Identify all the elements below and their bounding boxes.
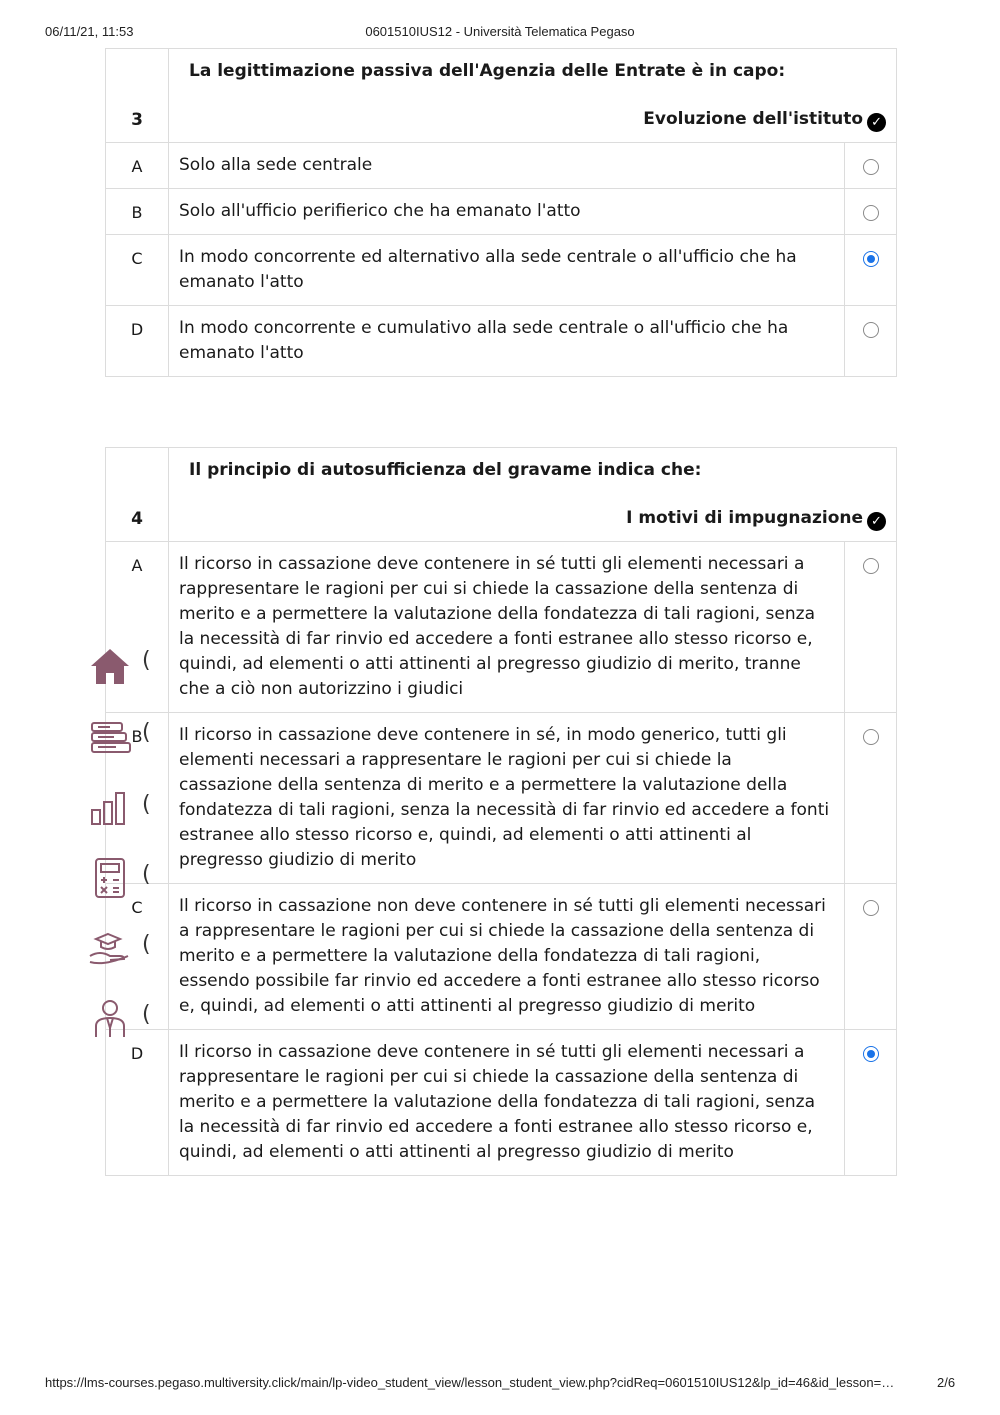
nav-paren: ( bbox=[142, 1002, 151, 1027]
option-radio[interactable] bbox=[863, 558, 879, 574]
option-letter: D bbox=[106, 1030, 169, 1176]
user-icon[interactable] bbox=[88, 998, 132, 1038]
print-footer bbox=[0, 1375, 1000, 1393]
topic-label: Evoluzione dell'istituto bbox=[643, 109, 864, 129]
option-text: In modo concorrente e cumulativo alla sede centrale o all'ufficio che ha emanato l'atto bbox=[169, 306, 845, 377]
option-radio[interactable] bbox=[863, 251, 879, 267]
page-number: 2/6 bbox=[937, 1375, 956, 1390]
option-row bbox=[106, 189, 897, 235]
calculator-icon[interactable] bbox=[88, 858, 132, 898]
chart-icon[interactable] bbox=[88, 788, 132, 828]
option-text: Il ricorso in cassazione deve contenere in sé tutti gli elementi necessari a rappresentare le ragioni per cui si chiede la cassazione della sentenza di merito e a permettere la valutazione della fondatezza di tali ragioni, senza la necessità di far rinvio ed accedere a fonti estranee allo stesso ricorso e, quindi, ad elementi o atti attinenti al pregresso giudizio di merito bbox=[169, 1030, 845, 1176]
print-datetime: 06/11/21, 11:53 bbox=[45, 24, 134, 39]
option-text: In modo concorrente ed alternativo alla sede centrale o all'ufficio che ha emanato l'atto bbox=[169, 235, 845, 306]
option-row bbox=[106, 884, 897, 1030]
print-title: 0601510IUS12 - Università Telematica Pegaso bbox=[365, 24, 635, 39]
option-text: Solo alla sede centrale bbox=[169, 143, 845, 189]
option-letter: B bbox=[106, 189, 169, 235]
question-topic bbox=[187, 508, 886, 531]
option-row bbox=[106, 306, 897, 377]
option-letter: D bbox=[106, 306, 169, 377]
question-header-row bbox=[106, 448, 897, 542]
graduation-hand-icon[interactable] bbox=[88, 928, 132, 968]
nav-paren: ( bbox=[142, 862, 151, 887]
nav-paren: ( bbox=[142, 932, 151, 957]
option-radio[interactable] bbox=[863, 322, 879, 338]
option-radio[interactable] bbox=[863, 205, 879, 221]
option-row bbox=[106, 143, 897, 189]
option-text: Il ricorso in cassazione deve contenere in sé, in modo generico, tutti gli elementi necessari a rappresentare le ragioni per cui si chiede la cassazione della sentenza di merito e a permettere la valutazione della fondatezza di tali ragioni, senza la necessità di far rinvio ed accedere a fonti estranee allo stesso ricorso e, quindi, ad elementi o atti attinenti al pregresso giudizio di merito bbox=[169, 713, 845, 884]
question-3-table bbox=[105, 48, 897, 377]
question-4-table bbox=[105, 447, 897, 1176]
page-url: https://lms-courses.pegaso.multiversity.click/main/lp-video_student_view/lesson_student_view.php?cidReq=0601510IUS12&lp_id=46&id_lesson=… bbox=[45, 1375, 895, 1390]
option-row bbox=[106, 542, 897, 713]
option-text: Il ricorso in cassazione non deve contenere in sé tutti gli elementi necessari a rappresentare le ragioni per cui si chiede la cassazione della sentenza di merito e a permettere la valutazione della fondatezza di tali ragioni, essendo possibile far rinvio ed accedere a fonti estranee allo stesso ricorso e, quindi, ad elementi o atti attinenti al pregresso giudizio di merito bbox=[169, 884, 845, 1030]
question-number: 4 bbox=[106, 448, 169, 542]
nav-paren: ( bbox=[142, 648, 151, 673]
option-radio[interactable] bbox=[863, 729, 879, 745]
books-icon[interactable] bbox=[88, 718, 132, 758]
option-text: Il ricorso in cassazione deve contenere in sé tutti gli elementi necessari a rappresentare le ragioni per cui si chiede la cassazione della sentenza di merito e a permettere la valutazione della fondatezza di tali ragioni, senza la necessità di far rinvio ed accedere a fonti estranee allo stesso ricorso e, quindi, ad elementi o atti attinenti al pregresso giudizio di merito, tranne che a ciò non autorizzino i giudici bbox=[169, 542, 845, 713]
question-number: 3 bbox=[106, 49, 169, 143]
check-circle-icon: ✓ bbox=[867, 113, 886, 132]
question-topic bbox=[187, 109, 886, 132]
question-text: La legittimazione passiva dell'Agenzia delle Entrate è in capo: bbox=[189, 61, 786, 81]
option-radio[interactable] bbox=[863, 159, 879, 175]
nav-paren: ( bbox=[142, 720, 151, 745]
nav-paren: ( bbox=[142, 792, 151, 817]
question-text: Il principio di autosufficienza del gravame indica che: bbox=[189, 460, 702, 480]
option-radio[interactable] bbox=[863, 900, 879, 916]
option-row bbox=[106, 713, 897, 884]
question-header bbox=[169, 49, 897, 143]
home-icon[interactable] bbox=[88, 646, 132, 686]
option-letter: B bbox=[106, 713, 169, 884]
option-text: Solo all'ufficio perifierico che ha emanato l'atto bbox=[169, 189, 845, 235]
option-letter: A bbox=[106, 542, 169, 713]
option-letter: C bbox=[106, 884, 169, 1030]
option-letter: A bbox=[106, 143, 169, 189]
question-header-row bbox=[106, 49, 897, 143]
check-circle-icon: ✓ bbox=[867, 512, 886, 531]
topic-label: I motivi di impugnazione bbox=[626, 508, 863, 528]
option-row bbox=[106, 235, 897, 306]
option-radio[interactable] bbox=[863, 1046, 879, 1062]
question-header bbox=[169, 448, 897, 542]
print-header bbox=[0, 24, 1000, 42]
option-letter: C bbox=[106, 235, 169, 306]
option-row bbox=[106, 1030, 897, 1176]
